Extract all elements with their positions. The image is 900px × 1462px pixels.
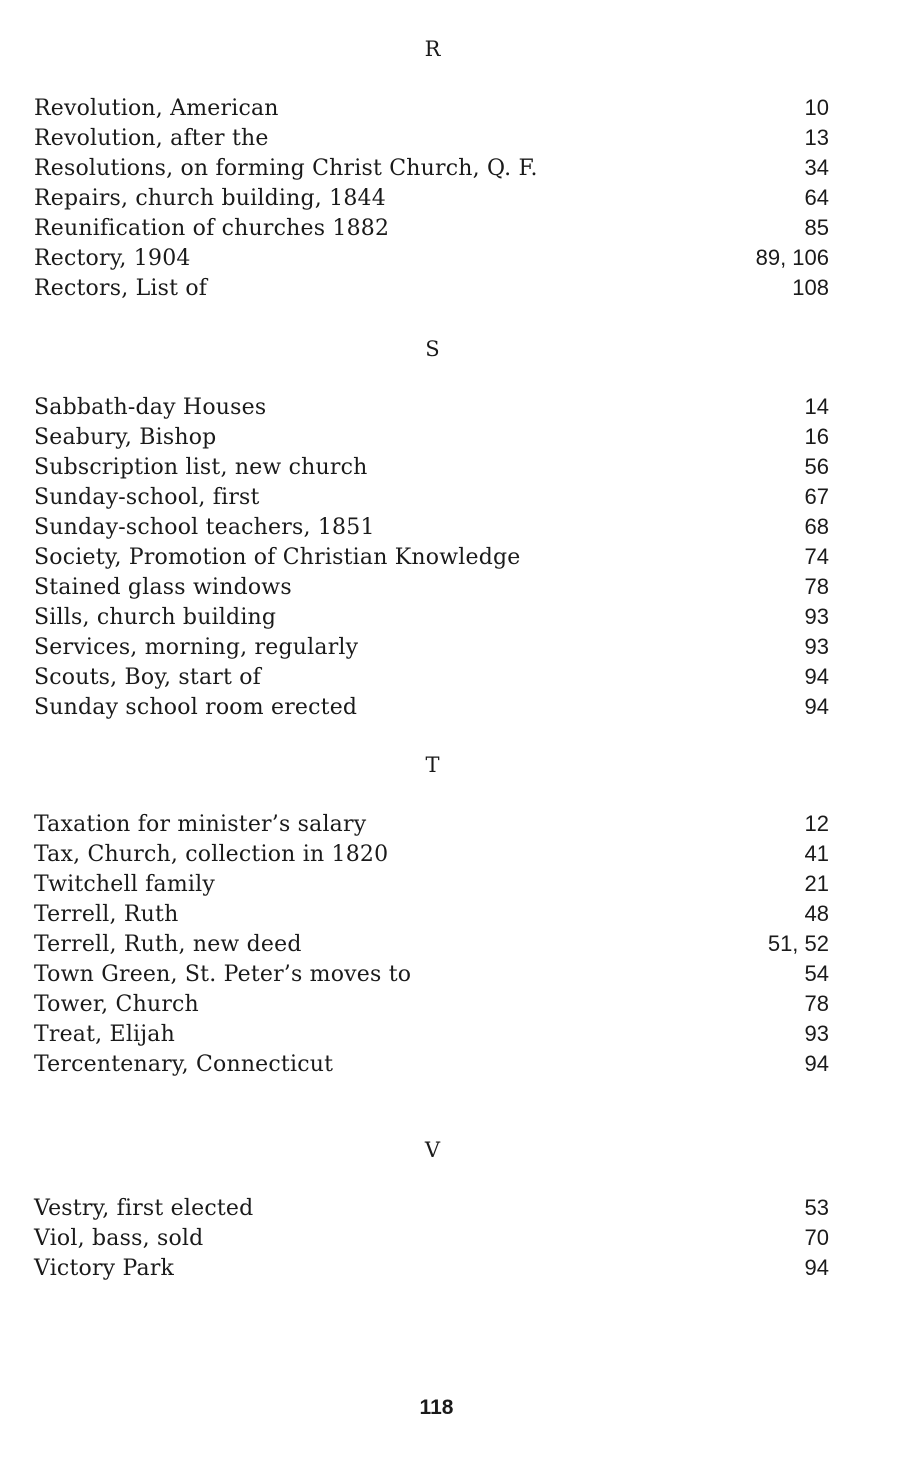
index-entry	[34, 692, 829, 722]
entry-text: Revolution, after the	[34, 126, 269, 151]
index-entry	[34, 243, 829, 273]
section-entries-t	[34, 809, 829, 1079]
index-entry	[34, 123, 829, 153]
index-entry	[34, 1049, 829, 1079]
entry-page: 108	[792, 275, 829, 300]
index-entry	[34, 602, 829, 632]
index-entry	[34, 572, 829, 602]
index-entry	[34, 1193, 829, 1223]
entry-page: 94	[804, 694, 829, 719]
entry-text: Taxation for minister’s salary	[34, 812, 367, 837]
entry-text: Reunification of churches 1882	[34, 216, 390, 241]
index-entry	[34, 1253, 829, 1283]
entry-text: Sunday school room erected	[34, 695, 358, 720]
index-entry	[34, 869, 829, 899]
entry-text: Seabury, Bishop	[34, 425, 217, 450]
entry-text: Terrell, Ruth, new deed	[34, 932, 302, 957]
index-entry	[34, 213, 829, 243]
index-entry	[34, 632, 829, 662]
page-number: 118	[419, 1396, 454, 1419]
entry-page: 78	[804, 574, 829, 599]
index-entry	[34, 392, 829, 422]
entry-text: Tax, Church, collection in 1820	[34, 842, 389, 867]
index-entry	[34, 1019, 829, 1049]
entry-page: 21	[804, 871, 829, 896]
entry-page: 34	[804, 155, 829, 180]
entry-text: Sills, church building	[34, 605, 277, 630]
index-entry	[34, 452, 829, 482]
entry-page: 94	[804, 664, 829, 689]
index-entry	[34, 929, 829, 959]
entry-text: Viol, bass, sold	[34, 1226, 204, 1251]
index-entry	[34, 422, 829, 452]
entry-text: Tower, Church	[34, 992, 199, 1017]
entry-text: Tercentenary, Connecticut	[34, 1052, 334, 1077]
entry-text: Resolutions, on forming Christ Church, Q. F.	[34, 156, 538, 181]
entry-text: Treat, Elijah	[34, 1022, 175, 1047]
index-entry	[34, 809, 829, 839]
section-heading-t: T	[425, 753, 440, 777]
index-entry	[34, 183, 829, 213]
entry-page: 41	[804, 841, 829, 866]
entry-text: Sabbath-day Houses	[34, 395, 267, 420]
entry-page: 51, 52	[767, 931, 829, 956]
entry-text: Terrell, Ruth	[34, 902, 179, 927]
section-entries-s	[34, 392, 829, 722]
entry-page: 12	[804, 811, 829, 836]
entry-page: 78	[804, 991, 829, 1016]
entry-page: 13	[804, 125, 829, 150]
entry-page: 48	[804, 901, 829, 926]
entry-text: Town Green, St. Peter’s moves to	[34, 962, 412, 987]
entry-page: 14	[804, 394, 829, 419]
index-entry	[34, 959, 829, 989]
entry-text: Rectory, 1904	[34, 246, 191, 271]
entry-page: 74	[804, 544, 829, 569]
entry-page: 94	[804, 1255, 829, 1280]
entry-page: 93	[804, 604, 829, 629]
entry-text: Victory Park	[34, 1256, 175, 1281]
entry-text: Vestry, first elected	[34, 1196, 254, 1221]
entry-page: 94	[804, 1051, 829, 1076]
index-entry	[34, 839, 829, 869]
index-entry	[34, 153, 829, 183]
section-heading-r: R	[424, 37, 441, 61]
index-entry	[34, 1223, 829, 1253]
entry-page: 67	[804, 484, 829, 509]
entry-text: Subscription list, new church	[34, 455, 368, 480]
section-entries-r	[34, 93, 829, 303]
entry-text: Repairs, church building, 1844	[34, 186, 386, 211]
section-entries-v	[34, 1193, 829, 1283]
entry-page: 89, 106	[755, 245, 829, 270]
entry-text: Stained glass windows	[34, 575, 292, 600]
section-heading-v: V	[424, 1138, 441, 1162]
index-entry	[34, 93, 829, 123]
index-entry	[34, 482, 829, 512]
entry-text: Revolution, American	[34, 96, 279, 121]
index-entry	[34, 542, 829, 572]
entry-page: 93	[804, 634, 829, 659]
entry-page: 68	[804, 514, 829, 539]
entry-page: 64	[804, 185, 829, 210]
entry-page: 85	[804, 215, 829, 240]
entry-page: 70	[804, 1225, 829, 1250]
entry-text: Sunday-school teachers, 1851	[34, 515, 375, 540]
entry-page: 56	[804, 454, 829, 479]
entry-text: Sunday-school, first	[34, 485, 260, 510]
entry-text: Rectors, List of	[34, 276, 208, 301]
entry-page: 16	[804, 424, 829, 449]
entry-page: 93	[804, 1021, 829, 1046]
entry-page: 53	[804, 1195, 829, 1220]
entry-page: 54	[804, 961, 829, 986]
index-entry	[34, 273, 829, 303]
entry-text: Services, morning, regularly	[34, 635, 359, 660]
entry-text: Society, Promotion of Christian Knowledge	[34, 545, 521, 570]
index-entry	[34, 662, 829, 692]
entry-text: Twitchell family	[34, 872, 215, 897]
index-entry	[34, 899, 829, 929]
entry-text: Scouts, Boy, start of	[34, 665, 262, 690]
index-entry	[34, 512, 829, 542]
entry-page: 10	[804, 95, 829, 120]
index-entry	[34, 989, 829, 1019]
section-heading-s: S	[425, 337, 440, 361]
